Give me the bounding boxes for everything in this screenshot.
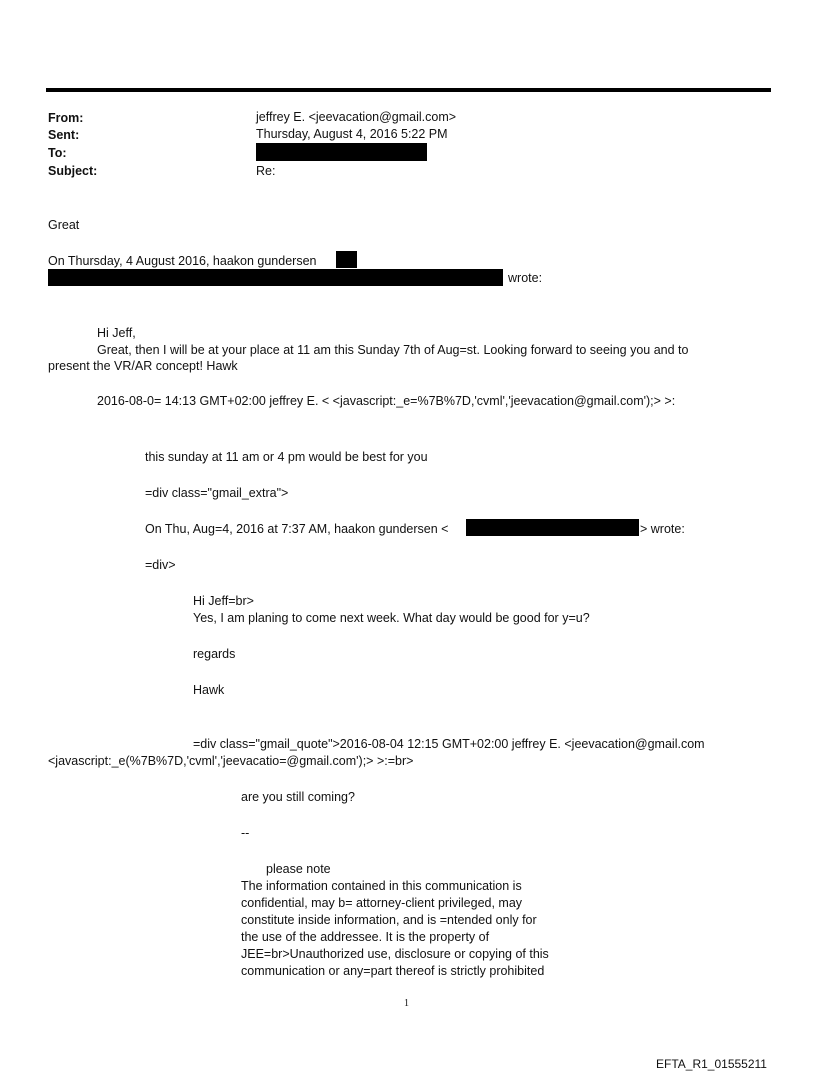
div-close: =div>	[145, 558, 176, 572]
on-thursday-line: On Thursday, 4 August 2016, haakon gundersen	[48, 254, 317, 268]
div-gmail-extra: =div class="gmail_extra">	[145, 486, 289, 500]
page-number: 1	[404, 998, 409, 1009]
header-rule	[46, 88, 771, 92]
hi-jeff-br: Hi Jeff=br>	[193, 594, 254, 608]
sent-label: Sent:	[48, 128, 80, 142]
notice-line: communication or any=part thereof is strictly prohibited	[241, 964, 545, 978]
gmail-quote-line-2: <javascript:_e(%7B%7D,'cvml','jeevacatio=@gmail.com');> >:=br>	[48, 754, 414, 768]
please-note: please note	[266, 862, 331, 876]
still-coming: are you still coming?	[241, 790, 355, 804]
hi-jeff: Hi Jeff,	[97, 326, 136, 340]
sunday-line: this sunday at 11 am or 4 pm would be best for you	[145, 450, 428, 464]
on-thu-prefix: On Thu, Aug=4, 2016 at 7:37 AM, haakon gundersen <	[145, 522, 449, 536]
notice-line: JEE=br>Unauthorized use, disclosure or copying of this	[241, 947, 549, 961]
on-thu-suffix: > wrote:	[640, 522, 685, 536]
regards: regards	[193, 647, 236, 661]
wrote-label: wrote:	[508, 271, 543, 285]
document-id: EFTA_R1_01555211	[656, 1057, 767, 1071]
notice-line: confidential, may b= attorney-client privileged, may	[241, 896, 523, 910]
quote-header: 2016-08-0= 14:13 GMT+02:00 jeffrey E. < <javascript:_e=%7B%7D,'cvml','jeevacation@gmail.com');> >:	[97, 394, 676, 408]
from-label: From:	[48, 111, 84, 125]
to-redaction	[256, 143, 427, 161]
notice-line: the use of the addressee. It is the property of	[241, 930, 490, 944]
from-value: jeffrey E. <jeevacation@gmail.com>	[256, 110, 457, 124]
sent-value: Thursday, August 4, 2016 5:22 PM	[256, 127, 448, 141]
great-line-1: Great, then I will be at your place at 11 am this Sunday 7th of Aug=st. Looking forward to seeing you and to	[97, 343, 689, 357]
planing-line: Yes, I am planing to come next week. What day would be good for y=u?	[193, 611, 590, 625]
email-redaction	[466, 519, 639, 536]
sender-redaction-long	[48, 269, 503, 286]
reply-great: Great	[48, 218, 80, 232]
subject-label: Subject:	[48, 164, 98, 178]
notice-line: constitute inside information, and is =ntended only for	[241, 913, 537, 927]
sender-redaction-short	[336, 251, 357, 268]
hawk-signature: Hawk	[193, 683, 225, 697]
dashes: --	[241, 826, 250, 840]
to-label: To:	[48, 146, 67, 160]
notice-line: The information contained in this communication is	[241, 879, 522, 893]
gmail-quote-line-1: =div class="gmail_quote">2016-08-04 12:15 GMT+02:00 jeffrey E. <jeevacation@gmail.com	[193, 737, 705, 751]
subject-value: Re:	[256, 164, 276, 178]
great-line-2: present the VR/AR concept! Hawk	[48, 359, 238, 373]
